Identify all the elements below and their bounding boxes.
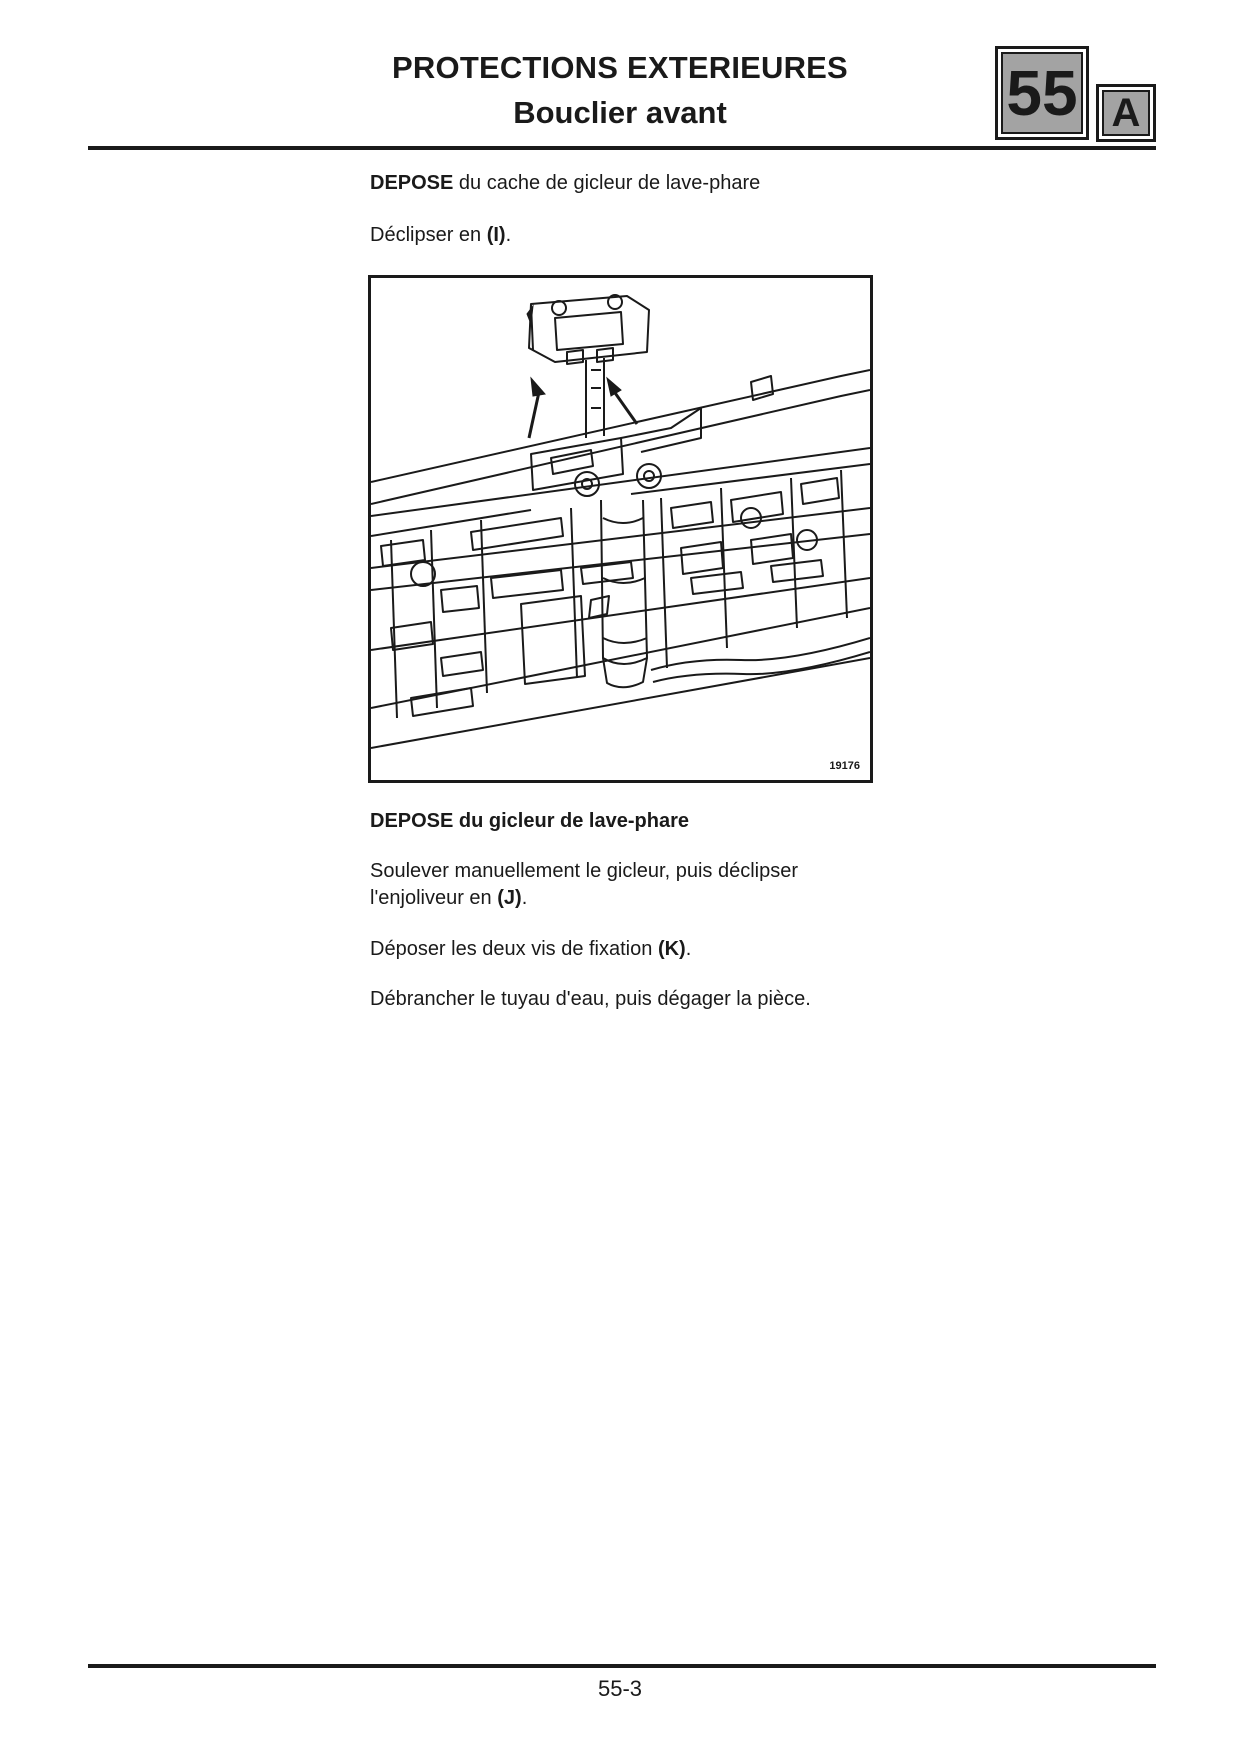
paragraph-depose-cache xyxy=(370,170,890,197)
page-number: 55-3 xyxy=(597,1676,643,1701)
footer-rule xyxy=(88,1664,1156,1668)
technical-illustration xyxy=(368,275,873,783)
header-rule xyxy=(88,146,1156,150)
paragraph-text: Déposer les deux vis de fixation xyxy=(370,938,658,960)
depose-keyword: DEPOSE xyxy=(370,172,454,194)
paragraph-punctuation: . xyxy=(521,887,528,909)
reference-label: (K) xyxy=(657,938,686,960)
paragraph-text: Déclipser en xyxy=(370,224,487,246)
header-title: PROTECTIONS EXTERIEURES xyxy=(392,50,848,85)
paragraph-punctuation: . xyxy=(505,224,512,246)
variant-letter-box: A xyxy=(1096,84,1156,142)
section-number-box: 55 xyxy=(995,46,1089,140)
header-subtitle: Bouclier avant xyxy=(513,95,727,130)
paragraph-text: du cache de gicleur de lave-phare xyxy=(453,172,761,194)
paragraph-line: l'enjoliveur en xyxy=(370,887,498,909)
figure-reference-number: 19176 xyxy=(829,760,860,772)
section-heading-depose-gicleur: DEPOSE du gicleur de lave-phare xyxy=(370,810,689,832)
paragraph-declipser xyxy=(370,222,890,249)
reference-label: (J) xyxy=(497,887,522,909)
reference-label: (I) xyxy=(486,224,506,246)
paragraph-debrancher: Débrancher le tuyau d'eau, puis dégager la pièce. xyxy=(370,988,811,1010)
paragraph-line: Soulever manuellement le gicleur, puis déclipser xyxy=(370,860,799,882)
paragraph-punctuation: . xyxy=(685,938,692,960)
headlamp-washer-drawing xyxy=(371,278,870,780)
paragraph-soulever xyxy=(370,858,890,912)
paragraph-deposer-vis xyxy=(370,936,890,963)
